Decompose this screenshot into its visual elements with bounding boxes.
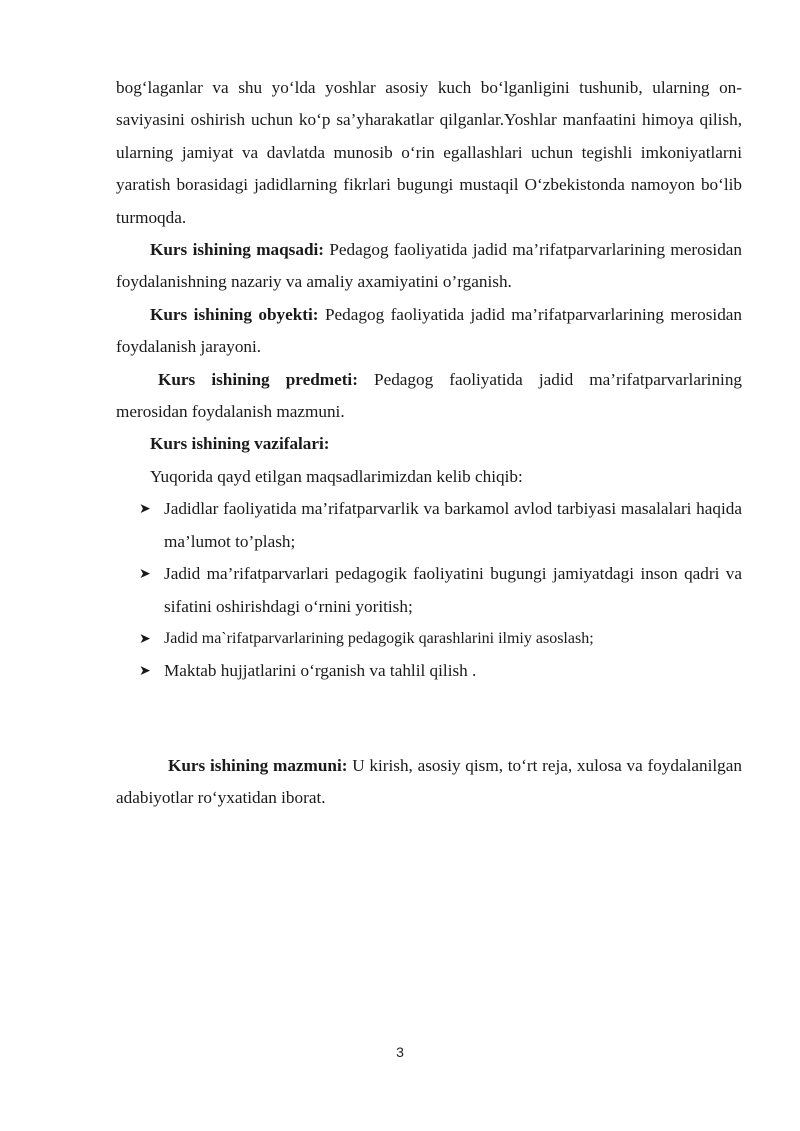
arrow-bullet-icon: ➤ (139, 566, 151, 583)
tasks-list (116, 493, 742, 687)
maqsad-paragraph (116, 234, 742, 299)
list-item (116, 623, 742, 655)
predmet-paragraph (116, 364, 742, 429)
mazmun-text: U kirish, asosiy qism, to‘rt reja, xulosa va foydalanilgan adabiyotlar ro‘yxatidan iborat. (116, 755, 742, 808)
list-item-text: Jadid ma`rifatparvarlarining pedagogik qarashlarini ilmiy asoslash; (164, 629, 594, 647)
predmet-text: Pedagog faoliyatida jadid ma’rifatparvarlarining merosidan foydalanish mazmuni. (116, 369, 743, 422)
vazifalar-heading: Kurs ishining vazifalari: (150, 434, 330, 454)
maqsad-text: Pedagog faoliyatida jadid ma’rifatparvarlarining merosidan foydalanishning nazariy va amaliy axamiyatini o’rganish. (116, 240, 743, 292)
maqsad-heading: Kurs ishining maqsadi: (150, 240, 325, 260)
spacer (116, 688, 742, 750)
list-item (116, 558, 742, 623)
list-item-text: Jadid ma’rifatparvarlari pedagogik faoliyatini bugungi jamiyatdagi inson qadri va sifatini oshirishdagi o‘rnini yoritish; (164, 564, 742, 616)
arrow-bullet-icon: ➤ (139, 630, 151, 647)
mazmun-heading: Kurs ishining mazmuni: (168, 755, 348, 775)
arrow-bullet-icon: ➤ (139, 663, 151, 680)
page-number: 3 (396, 1044, 404, 1060)
vazifalar-lead: Yuqorida qayd etilgan maqsadlarimizdan kelib chiqib: (150, 466, 523, 486)
vazifalar-heading-line (116, 428, 742, 460)
predmet-heading: Kurs ishining predmeti: (158, 369, 358, 389)
page-content (116, 72, 742, 815)
list-item (116, 655, 742, 687)
obyekt-heading: Kurs ishining obyekti: (150, 304, 319, 324)
list-item-text: Jadidlar faoliyatida ma’rifatparvarlik va barkamol avlod tarbiyasi masalalari haqida ma’lumot to’plash; (164, 499, 742, 551)
list-item (116, 493, 742, 558)
arrow-bullet-icon: ➤ (139, 501, 151, 518)
obyekt-paragraph (116, 299, 742, 364)
obyekt-text: Pedagog faoliyatida jadid ma’rifatparvarlarining merosidan foydalanish jarayoni. (116, 304, 743, 357)
mazmun-paragraph (116, 750, 742, 815)
list-item-text: Maktab hujjatlarini o‘rganish va tahlil qilish . (164, 661, 477, 681)
intro-paragraph: bog‘laganlar va shu yo‘lda yoshlar asosiy kuch bo‘lganligini tushunib, ularning on-saviyasini oshirish uchun ko‘p sa’yharakatlar qilganlar.Yoshlar manfaatini himoya qilish, ularning jamiyat va davlatda munosib o‘rin egallashlari uchun tegishli imkoniyatlarni yaratish borasidagi jadidlarning fikrlari bugungi mustaqil O‘zbekistonda namoyon bo‘lib turmoqda. (116, 78, 742, 227)
